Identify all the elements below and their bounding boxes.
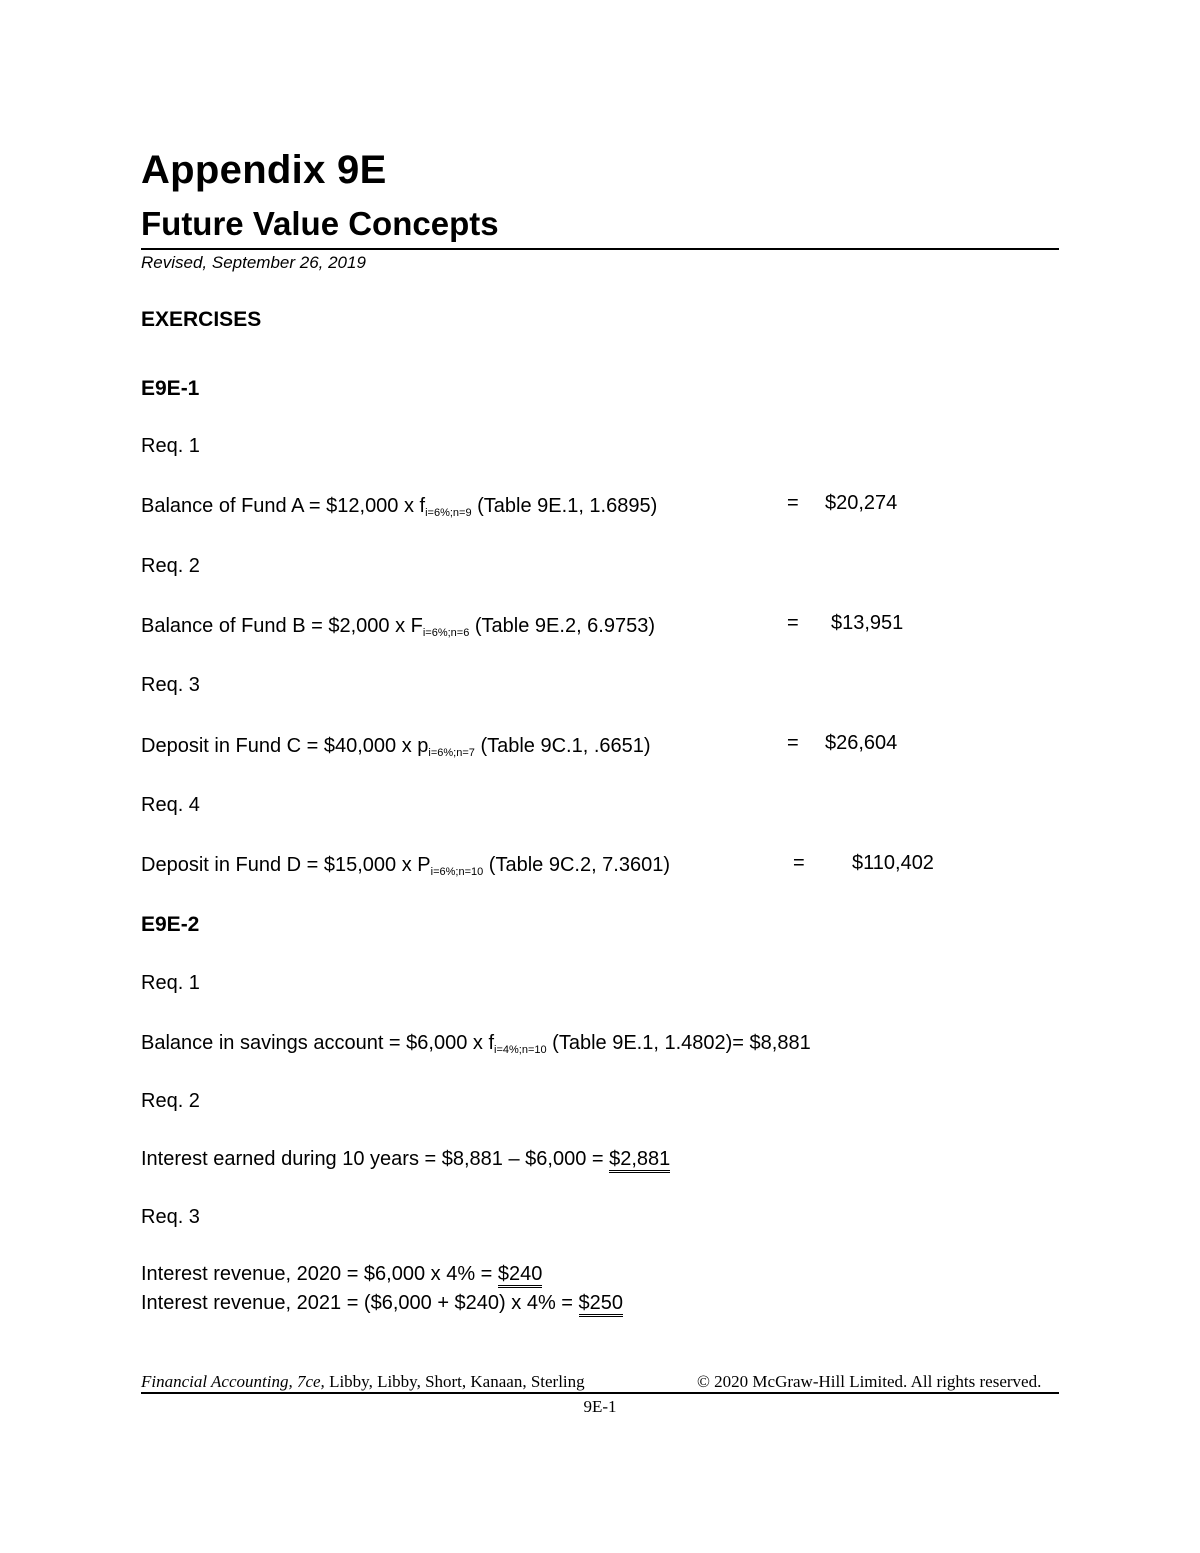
e9e1-req4-equals: = (793, 852, 805, 874)
formula-prefix: Interest revenue, 2021 = ($6,000 + $240) x 4% = (141, 1292, 579, 1314)
formula-subscript: i=4%;n=10 (494, 1044, 547, 1056)
e9e1-req3-formula (141, 735, 651, 758)
e9e1-req4-label: Req. 4 (141, 794, 200, 816)
revised-date: Revised, September 26, 2019 (141, 253, 366, 272)
result-value: $240 (498, 1264, 543, 1288)
formula-suffix: (Table 9C.1, .6651) (474, 735, 651, 757)
formula-prefix: Deposit in Fund C = $40,000 x p (141, 735, 429, 757)
exercises-heading: EXERCISES (141, 308, 262, 331)
e9e2-req1-formula (141, 1032, 811, 1055)
formula-suffix: (Table 9E.1, 1.4802)= $8,881 (546, 1032, 811, 1054)
footer-divider (141, 1392, 1059, 1394)
formula-subscript: i=6%;n=7 (428, 747, 475, 759)
exercise-e9e1-heading: E9E-1 (141, 377, 200, 400)
formula-suffix: (Table 9C.2, 7.3601) (483, 854, 671, 876)
e9e1-req4-value: $110,402 (852, 852, 934, 874)
e9e1-req1-equals: = (787, 492, 799, 514)
formula-subscript: i=6%;n=9 (425, 507, 472, 519)
e9e1-req3-value: $26,604 (825, 732, 898, 754)
formula-suffix: (Table 9E.1, 1.6895) (471, 495, 658, 517)
footer-citation (141, 1372, 585, 1392)
e9e2-req3-line1 (141, 1263, 542, 1288)
result-value: $2,881 (609, 1149, 670, 1173)
page-number: 9E-1 (583, 1397, 617, 1416)
formula-prefix: Deposit in Fund D = $15,000 x P (141, 854, 431, 876)
e9e1-req2-formula (141, 615, 655, 638)
e9e1-req3-label: Req. 3 (141, 674, 200, 696)
page-subtitle: Future Value Concepts (141, 205, 499, 242)
e9e1-req3-equals: = (787, 732, 799, 754)
formula-prefix: Interest earned during 10 years = $8,881 – $6,000 = (141, 1148, 610, 1170)
e9e1-req1-formula (141, 495, 657, 518)
formula-prefix: Balance of Fund A = $12,000 x f (141, 495, 426, 517)
book-title: Financial Accounting, 7ce, (141, 1372, 325, 1391)
e9e1-req1-value: $20,274 (825, 492, 898, 514)
page-title: Appendix 9E (141, 148, 387, 192)
result-value: $250 (579, 1293, 624, 1317)
book-authors: Libby, Libby, Short, Kanaan, Sterling (324, 1372, 585, 1391)
footer-copyright: © 2020 McGraw-Hill Limited. All rights reserved. (697, 1372, 1042, 1391)
formula-prefix: Interest revenue, 2020 = $6,000 x 4% = (141, 1263, 498, 1285)
e9e1-req2-label: Req. 2 (141, 555, 200, 577)
formula-suffix: (Table 9E.2, 6.9753) (469, 615, 656, 637)
e9e2-req2-label: Req. 2 (141, 1090, 200, 1112)
e9e1-req2-value: $13,951 (831, 612, 904, 634)
e9e2-req3-line2 (141, 1292, 623, 1317)
formula-subscript: i=6%;n=6 (422, 627, 470, 639)
header-divider (141, 248, 1059, 250)
formula-prefix: Balance in savings account = $6,000 x f (141, 1032, 495, 1054)
e9e1-req4-formula (141, 854, 670, 877)
formula-prefix: Balance of Fund B = $2,000 x F (141, 615, 423, 637)
exercise-e9e2-heading: E9E-2 (141, 913, 200, 936)
e9e2-req2-formula (141, 1148, 670, 1173)
e9e2-req1-label: Req. 1 (141, 972, 200, 994)
e9e2-req3-label: Req. 3 (141, 1206, 200, 1228)
e9e1-req1-label: Req. 1 (141, 435, 200, 457)
formula-subscript: i=6%;n=10 (430, 866, 484, 878)
e9e1-req2-equals: = (787, 612, 799, 634)
